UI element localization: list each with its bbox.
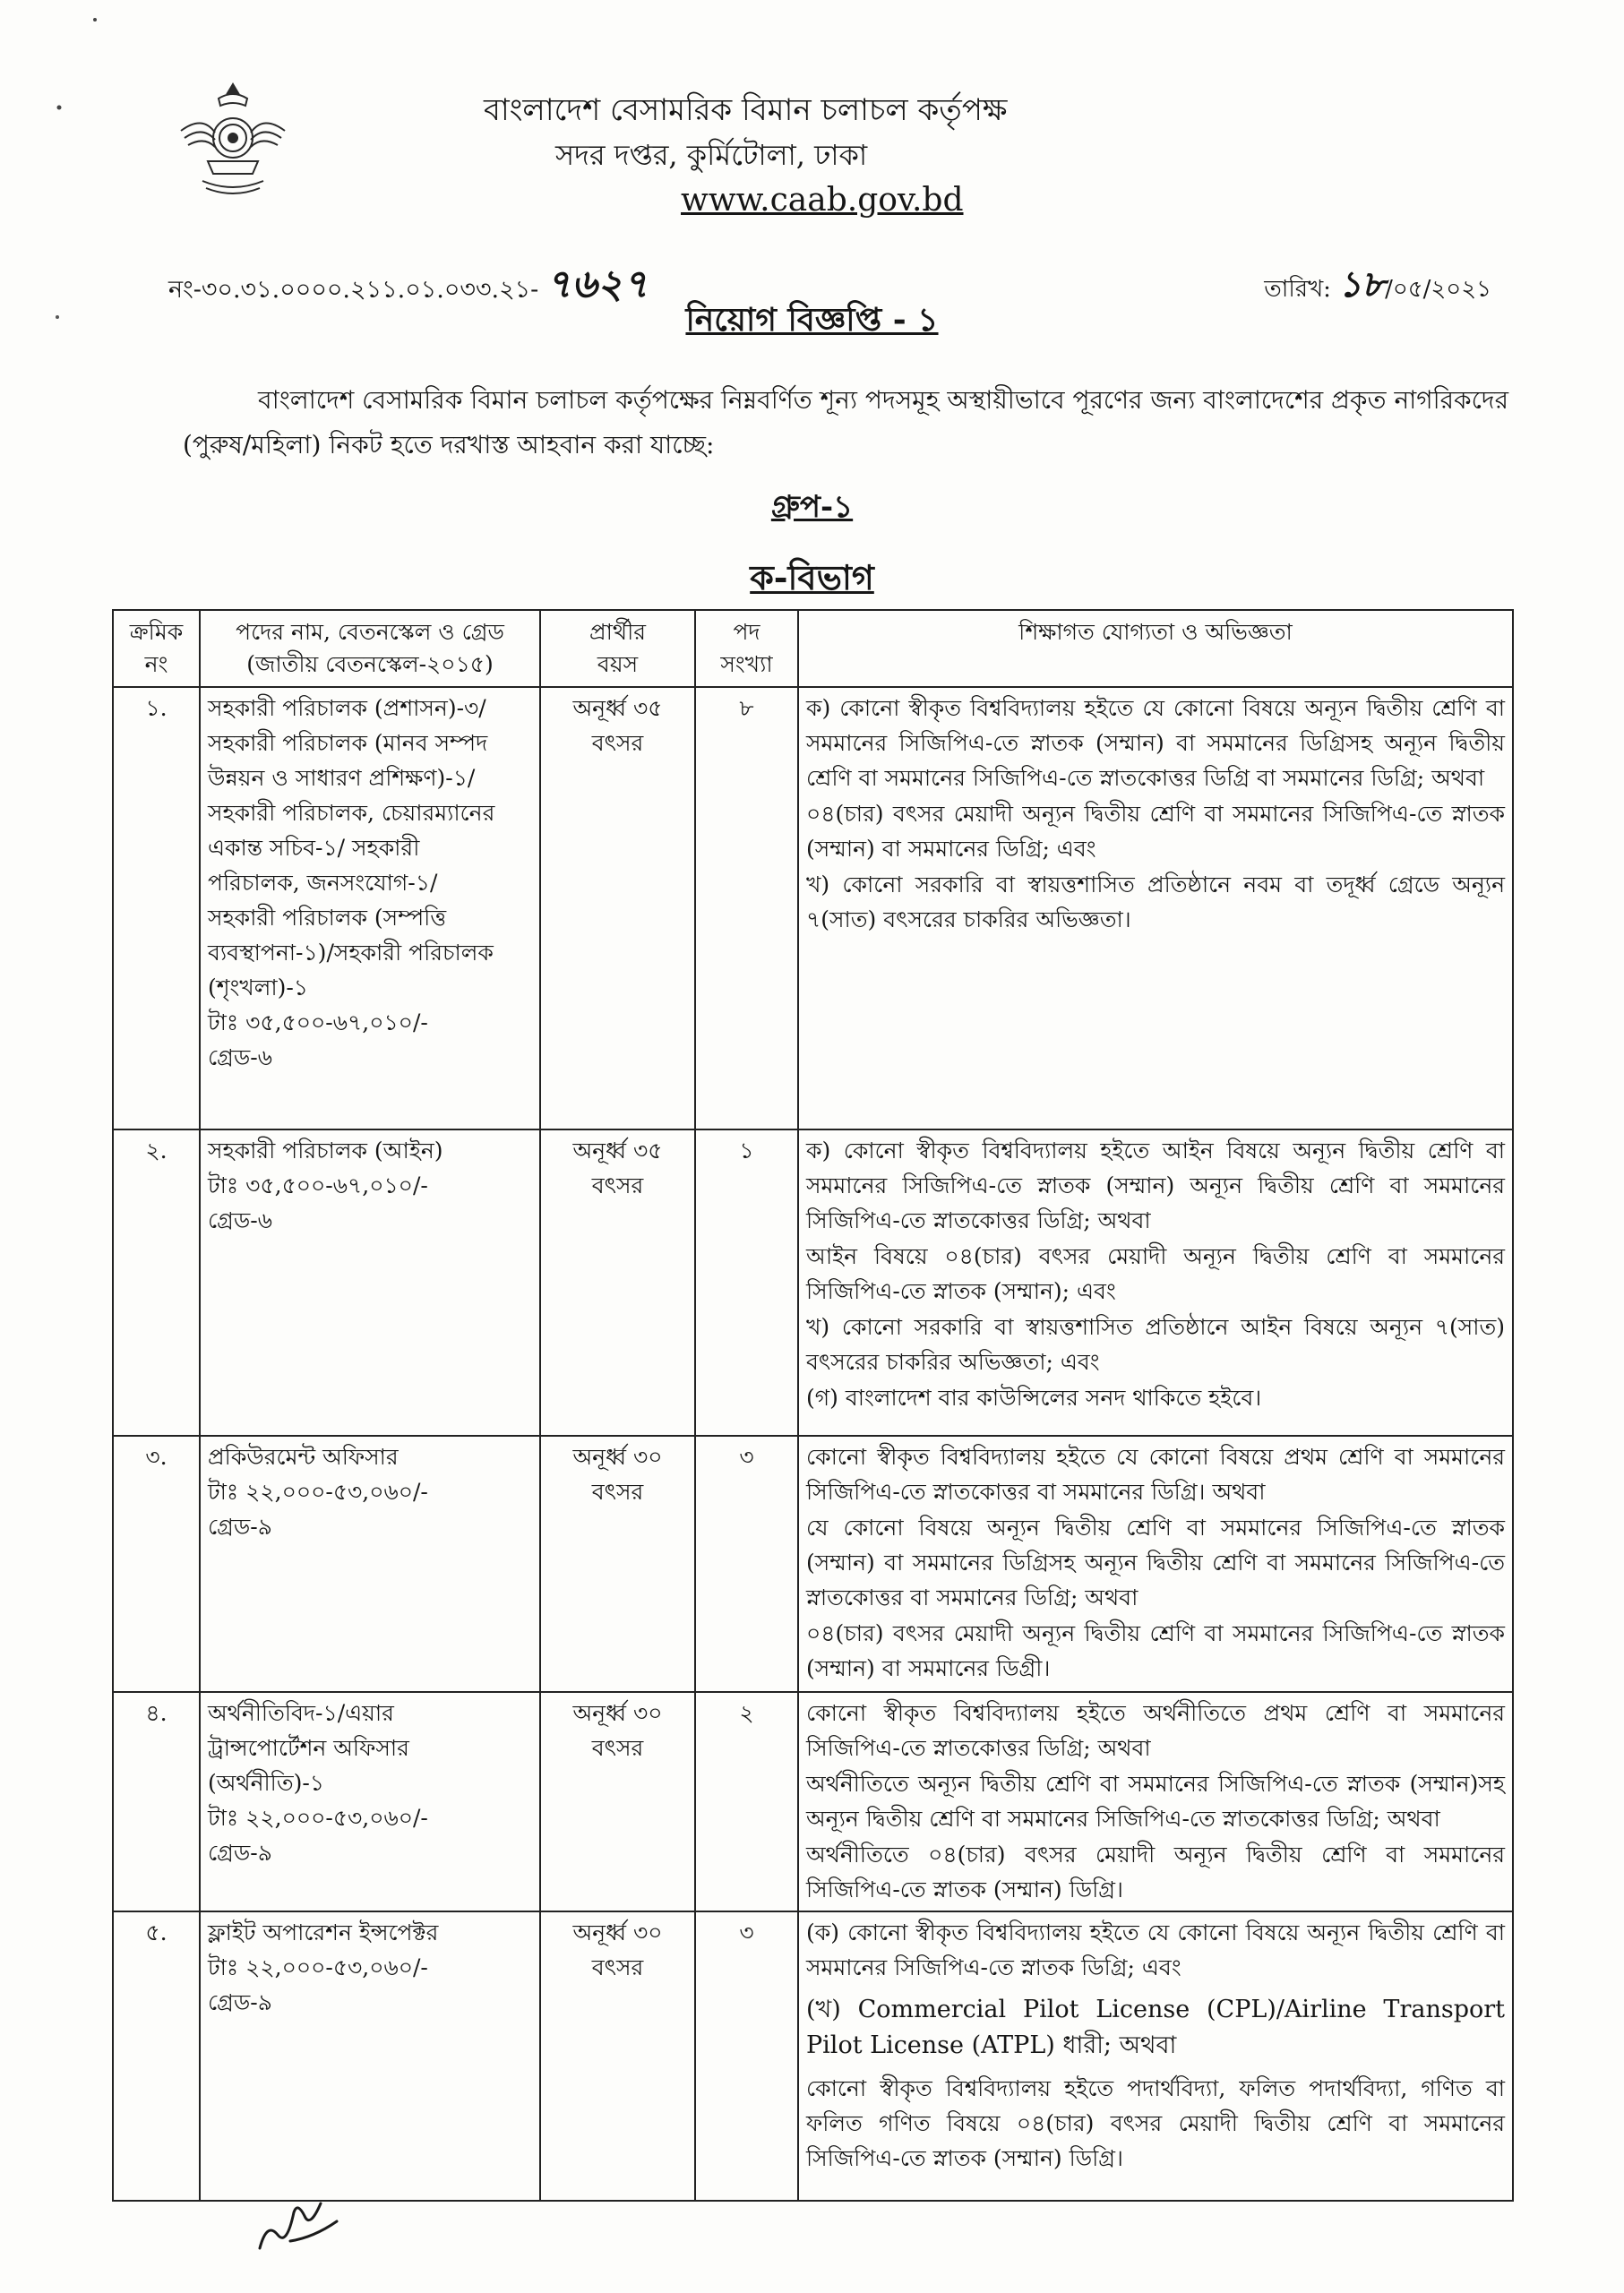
row-qualification: কোনো স্বীকৃত বিশ্ববিদ্যালয় হইতে অর্থনীতিতে প্রথম শ্রেণি বা সমমানের সিজিপিএ-তে স্নাতকোত্তর ডিগ্রি; অথবা অর্থনীতিতে অন্যূন দ্বিতীয় শ্রেণি বা সমমানের সিজিপিএ-তে স্নাতক (সম্মান)সহ অন্যূন দ্বিতীয় শ্রেণি বা সমমানের সিজিপিএ-তে স্নাতকোত্তর ডিগ্রি; অথবা অর্থনীতিতে ০৪(চার) বৎসর মেয়াদী অন্যূন দ্বিতীয় শ্রেণি বা সমমানের সিজিপিএ-তে স্নাতক (সম্মান) ডিগ্রি। (798, 1692, 1513, 1911)
letterhead (484, 88, 1164, 224)
group-title: গ্রুপ-১ (770, 489, 854, 525)
caab-emblem-icon (176, 79, 290, 202)
table-row (113, 1436, 1513, 1692)
header-age: প্রার্থীর বয়স (540, 610, 695, 687)
notice-title: নিয়োগ বিজ্ঞপ্তি - ১ (685, 301, 939, 339)
row-post-count: ৮ (695, 687, 798, 1129)
posts-table (112, 609, 1514, 2202)
row-serial: ২. (113, 1129, 200, 1436)
organization-name: বাংলাদেশ বেসামরিক বিমান চলাচল কর্তৃপক্ষ (484, 92, 1008, 128)
date-handwritten-day: ১৮ (1338, 264, 1386, 305)
row-post-count: ৩ (695, 1436, 798, 1692)
row-serial: ৫. (113, 1911, 200, 2201)
row-post-count: ৩ (695, 1911, 798, 2201)
row-post-count: ১ (695, 1129, 798, 1436)
header-post: পদের নাম, বেতনস্কেল ও গ্রেড (জাতীয় বেতনস্কেল-২০১৫) (200, 610, 540, 687)
row-post-name: অর্থনীতিবিদ-১/এয়ার ট্রান্সপোর্টেশন অফিসার (অর্থনীতি)-১ টাঃ ২২,০০০-৫৩,০৬০/- গ্রেড-৯ (200, 1692, 540, 1911)
row-serial: ১. (113, 687, 200, 1129)
intro-paragraph: বাংলাদেশ বেসামরিক বিমান চলাচল কর্তৃপক্ষের নিম্নবর্ণিত শূন্য পদসমূহ অস্থায়ীভাবে পূরণের জন্য বাংলাদেশের প্রকৃত নাগরিকদের (পুরুষ/মহিলা) নিকট হতে দরখাস্ত আহবান করা যাচ্ছে: (183, 385, 1508, 459)
header-qualification: শিক্ষাগত যোগ্যতা ও অভিজ্ঞতা (798, 610, 1513, 687)
memo-number-handwritten: ৭৬২৭ (546, 262, 649, 307)
row-post-name: সহকারী পরিচালক (প্রশাসন)-৩/ সহকারী পরিচালক (মানব সম্পদ উন্নয়ন ও সাধারণ প্রশিক্ষণ)-১/ সহকারী পরিচালক, চেয়ারম্যানের একান্ত সচিব-১/ সহকারী পরিচালক, জনসংযোগ-১/ সহকারী পরিচালক (সম্পত্তি ব্যবস্থাপনা-১)/সহকারী পরিচালক (শৃংখলা)-১ টাঃ ৩৫,৫০০-৬৭,০১০/- গ্রেড-৬ (200, 687, 540, 1129)
table-row (113, 1911, 1513, 2201)
row-post-name: সহকারী পরিচালক (আইন) টাঃ ৩৫,৫০০-৬৭,০১০/- গ্রেড-৬ (200, 1129, 540, 1436)
table-row (113, 687, 1513, 1129)
row-post-count: ২ (695, 1692, 798, 1911)
row-age-limit: অনূর্ধ্ব ৩৫ বৎসর (540, 687, 695, 1129)
row-qualification: ক) কোনো স্বীকৃত বিশ্ববিদ্যালয় হইতে আইন বিষয়ে অন্যূন দ্বিতীয় শ্রেণি বা সমমানের সিজিপিএ-তে স্নাতক (সম্মান) অন্যূন দ্বিতীয় শ্রেণি বা সমমানের সিজিপিএ-তে স্নাতকোত্তর ডিগ্রি; অথবা আইন বিষয়ে ০৪(চার) বৎসর মেয়াদী অন্যূন দ্বিতীয় শ্রেণি বা সমমানের সিজিপিএ-তে স্নাতক (সম্মান); এবং খ) কোনো সরকারি বা স্বায়ত্তশাসিত প্রতিষ্ঠানে আইন বিষয়ে অন্যূন ৭(সাত) বৎসরের চাকরির অভিজ্ঞতা; এবং (গ) বাংলাদেশ বার কাউন্সিলের সনদ থাকিতে হইবে। (798, 1129, 1513, 1436)
row-serial: ৪. (113, 1692, 200, 1911)
row-age-limit: অনূর্ধ্ব ৩০ বৎসর (540, 1436, 695, 1692)
row-post-name: প্রকিউরমেন্ট অফিসার টাঃ ২২,০০০-৫৩,০৬০/- গ্রেড-৯ (200, 1436, 540, 1692)
memo-number-text: নং-৩০.৩১.০০০০.২১১.০১.০৩৩.২১- (168, 276, 539, 304)
row-qualification: ক) কোনো স্বীকৃত বিশ্ববিদ্যালয় হইতে যে কোনো বিষয়ে অন্যূন দ্বিতীয় শ্রেণি বা সমমানের সিজিপিএ-তে স্নাতক (সম্মান) বা সমমানের ডিগ্রিসহ অন্যূন দ্বিতীয় শ্রেণি বা সমমানের সিজিপিএ-তে স্নাতকোত্তর ডিগ্রি বা সমমানের ডিগ্রি; অথবা ০৪(চার) বৎসর মেয়াদী অন্যূন দ্বিতীয় শ্রেণি বা সমমানের সিজিপিএ-তে স্নাতক (সম্মান) বা সমমানের ডিগ্রি; এবং খ) কোনো সরকারি বা স্বায়ত্তশাসিত প্রতিষ্ঠানে নবম বা তদূর্ধ্ব গ্রেডে অন্যূন ৭(সাত) বৎসরের চাকরির অভিজ্ঞতা। (798, 687, 1513, 1129)
row-qualification: কোনো স্বীকৃত বিশ্ববিদ্যালয় হইতে যে কোনো বিষয়ে প্রথম শ্রেণি বা সমমানের সিজিপিএ-তে স্নাতকোত্তর বা সমমানের ডিগ্রি। অথবা যে কোনো বিষয়ে অন্যূন দ্বিতীয় শ্রেণি বা সমমানের সিজিপিএ-তে স্নাতক (সম্মান) বা সমমানের ডিগ্রিসহ অন্যূন দ্বিতীয় শ্রেণি বা সমমানের সিজিপিএ-তে স্নাতকোত্তর বা সমমানের ডিগ্রি; অথবা ০৪(চার) বৎসর মেয়াদী অন্যূন দ্বিতীয় শ্রেণি বা সমমানের সিজিপিএ-তে স্নাতক (সম্মান) বা সমমানের ডিগ্রী। (798, 1436, 1513, 1692)
row-age-limit: অনূর্ধ্ব ৩০ বৎসর (540, 1911, 695, 2201)
row-serial: ৩. (113, 1436, 200, 1692)
office-address: সদর দপ্তর, কুর্মিটোলা, ঢাকা (555, 138, 868, 172)
row-age-limit: অনূর্ধ্ব ৩০ বৎসর (540, 1692, 695, 1911)
signature-mark (251, 2186, 349, 2257)
website-link[interactable]: www.caab.gov.bd (681, 182, 964, 219)
table-header-row (113, 610, 1513, 687)
header-serial: ক্রমিক নং (113, 610, 200, 687)
date-label: তারিখ: (1264, 276, 1331, 303)
row-post-name: ফ্লাইট অপারেশন ইন্সপেক্টর টাঃ ২২,০০০-৫৩,০৬০/- গ্রেড-৯ (200, 1911, 540, 2201)
header-count: পদ সংখ্যা (695, 610, 798, 687)
row-age-limit: অনূর্ধ্ব ৩৫ বৎসর (540, 1129, 695, 1436)
section-title: ক-বিভাগ (750, 557, 874, 597)
row-qualification: (ক) কোনো স্বীকৃত বিশ্ববিদ্যালয় হইতে যে কোনো বিষয়ে অন্যূন দ্বিতীয় শ্রেণি বা সমমানের সিজিপিএ-তে স্নাতক ডিগ্রি; এবং (খ) Commercial Pilot License (CPL)/Airline Transport Pilot License (ATPL) ধারী; অথবা কোনো স্বীকৃত বিশ্ববিদ্যালয় হইতে পদার্থবিদ্যা, ফলিত পদার্থবিদ্যা, গণিত বা ফলিত গণিত বিষয়ে ০৪(চার) বৎসর মেয়াদী দ্বিতীয় শ্রেণি বা সমমানের সিজিপিএ-তে স্নাতক (সম্মান) ডিগ্রি। (798, 1911, 1513, 2201)
table-row (113, 1692, 1513, 1911)
date-rest: /০৫/২০২১ (1385, 276, 1491, 303)
table-row (113, 1129, 1513, 1436)
